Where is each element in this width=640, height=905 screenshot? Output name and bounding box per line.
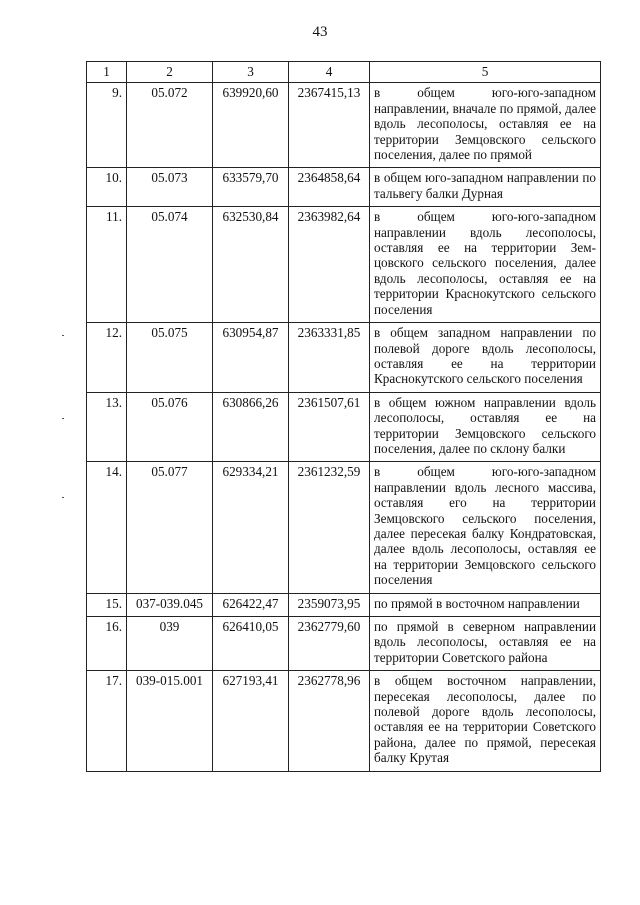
coordinate-x: 626422,47 bbox=[213, 593, 289, 616]
boundary-table bbox=[86, 61, 601, 772]
coordinate-x: 630866,26 bbox=[213, 392, 289, 462]
boundary-description: в общем юго-западном направлении по тальвегу балки Дурная bbox=[370, 168, 601, 207]
row-number: 16. bbox=[87, 617, 127, 671]
boundary-description: по прямой в восточном направлении bbox=[370, 593, 601, 616]
boundary-description: в общем западном направлении по полевой дороге вдоль лесополосы, оставляя ее на территории Краснокутского сельского поселения bbox=[370, 323, 601, 393]
coordinate-y: 2364858,64 bbox=[289, 168, 370, 207]
table-row bbox=[87, 617, 601, 671]
table-row bbox=[87, 83, 601, 168]
coordinate-y: 2367415,13 bbox=[289, 83, 370, 168]
boundary-description: в общем южном направлении вдоль лесополосы, оставляя ее на территории Земцовского сельского поселения, далее по склону балки bbox=[370, 392, 601, 462]
coordinate-y: 2363331,85 bbox=[289, 323, 370, 393]
row-number: 14. bbox=[87, 462, 127, 593]
column-header: 2 bbox=[127, 62, 213, 83]
point-code: 037-039.045 bbox=[127, 593, 213, 616]
scan-margin-mark bbox=[62, 418, 64, 419]
coordinate-y: 2361507,61 bbox=[289, 392, 370, 462]
boundary-description: в общем юго-юго-западном направлении вдоль лесополосы, оставляя ее на территории Земцовского сельского поселения, далее вдоль лесополосы, оставляя ее на территории Краснокутского сельского поселения bbox=[370, 207, 601, 323]
table-row bbox=[87, 462, 601, 593]
coordinate-x: 633579,70 bbox=[213, 168, 289, 207]
coordinate-x: 630954,87 bbox=[213, 323, 289, 393]
coordinate-x: 629334,21 bbox=[213, 462, 289, 593]
point-code: 05.075 bbox=[127, 323, 213, 393]
boundary-description: в общем юго-юго-западном направлении, вначале по прямой, далее вдоль лесополосы, оставляя ее на территории Земцовского сельского поселения, далее по прямой bbox=[370, 83, 601, 168]
point-code: 05.074 bbox=[127, 207, 213, 323]
row-number: 12. bbox=[87, 323, 127, 393]
boundary-description: по прямой в северном направлении вдоль лесополосы, оставляя ее на территории Советского района bbox=[370, 617, 601, 671]
column-header: 1 bbox=[87, 62, 127, 83]
row-number: 10. bbox=[87, 168, 127, 207]
coordinate-x: 626410,05 bbox=[213, 617, 289, 671]
table-header-row bbox=[87, 62, 601, 83]
row-number: 15. bbox=[87, 593, 127, 616]
row-number: 17. bbox=[87, 671, 127, 771]
table-row bbox=[87, 207, 601, 323]
coordinate-x: 639920,60 bbox=[213, 83, 289, 168]
coordinate-y: 2359073,95 bbox=[289, 593, 370, 616]
boundary-description: в общем восточном направлении, пересекая лесополосы, далее по полевой дороге вдоль лесополосы, оставляя ее на территории Советского района, далее по прямой, пересекая балку Крутая bbox=[370, 671, 601, 771]
coordinate-y: 2361232,59 bbox=[289, 462, 370, 593]
row-number: 13. bbox=[87, 392, 127, 462]
page-number: 43 bbox=[312, 24, 328, 40]
boundary-description: в общем юго-юго-западном направлении вдоль лесного массива, оставляя его на территории Земцовского сельского поселения, далее пересекая балку Кондратовская, далее вдоль лесополосы, оставляя ее на территории Земцовского сельского поселения bbox=[370, 462, 601, 593]
coordinate-y: 2363982,64 bbox=[289, 207, 370, 323]
column-header: 4 bbox=[289, 62, 370, 83]
point-code: 05.073 bbox=[127, 168, 213, 207]
column-header: 3 bbox=[213, 62, 289, 83]
point-code: 05.077 bbox=[127, 462, 213, 593]
table-row bbox=[87, 323, 601, 393]
column-header: 5 bbox=[370, 62, 601, 83]
scan-margin-mark bbox=[62, 335, 64, 336]
point-code: 039-015.001 bbox=[127, 671, 213, 771]
coordinate-x: 632530,84 bbox=[213, 207, 289, 323]
coordinate-x: 627193,41 bbox=[213, 671, 289, 771]
table-row bbox=[87, 392, 601, 462]
point-code: 05.076 bbox=[127, 392, 213, 462]
row-number: 9. bbox=[87, 83, 127, 168]
coordinate-y: 2362779,60 bbox=[289, 617, 370, 671]
point-code: 039 bbox=[127, 617, 213, 671]
table-row bbox=[87, 168, 601, 207]
table-row bbox=[87, 593, 601, 616]
coordinate-y: 2362778,96 bbox=[289, 671, 370, 771]
point-code: 05.072 bbox=[127, 83, 213, 168]
row-number: 11. bbox=[87, 207, 127, 323]
scan-margin-mark bbox=[62, 497, 64, 498]
table-row bbox=[87, 671, 601, 771]
